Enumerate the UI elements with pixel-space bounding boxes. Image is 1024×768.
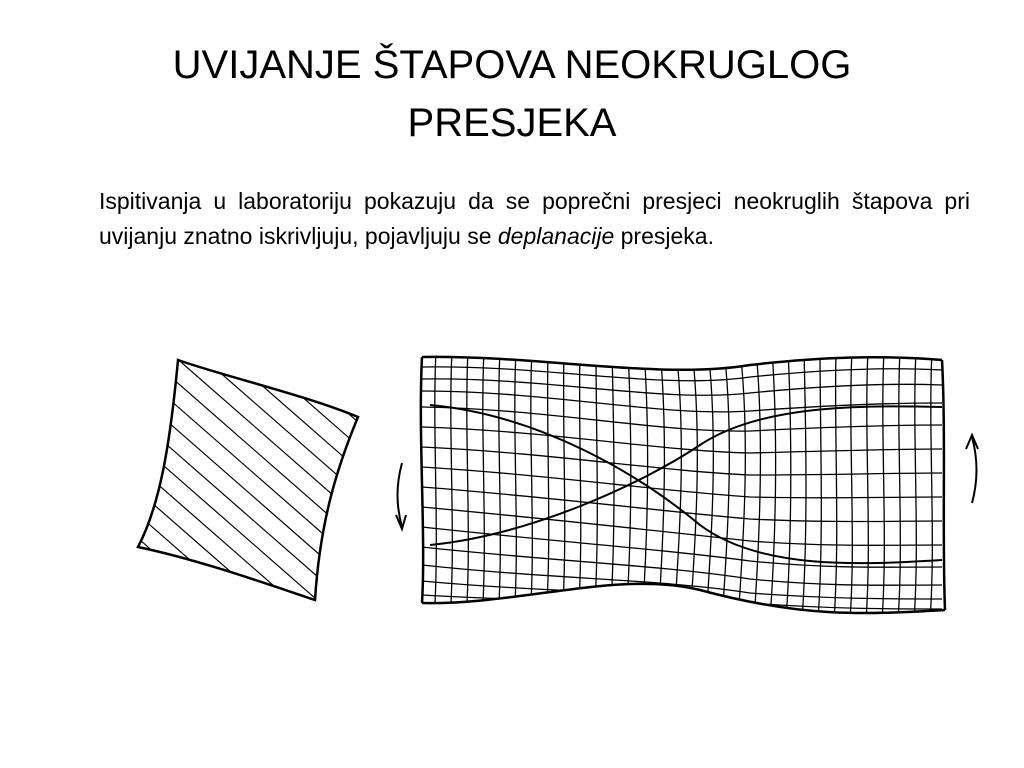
arrow-up-icon (966, 435, 978, 503)
arrow-down-icon (396, 463, 406, 529)
torsion-figure (100, 335, 1000, 635)
torsion-illustration (100, 335, 1000, 635)
twisted-bar (421, 350, 945, 620)
body-paragraph (99, 184, 970, 254)
paragraph-text-end: presjeka. (614, 223, 714, 249)
paragraph-emphasis: deplanacije (497, 223, 615, 249)
warped-cross-section (100, 335, 520, 635)
paragraph-text-start: Ispitivanja u laboratoriju pokazuju da se poprečni presjeci neokruglih štapova pri uvijanju znatno iskrivljuju, pojavljuju se (99, 188, 970, 249)
title-line-2: PRESJEKA (407, 101, 617, 145)
slide-title (60, 36, 964, 152)
title-line-1: UVIJANJE ŠTAPOVA NEOKRUGLOG (172, 43, 852, 87)
